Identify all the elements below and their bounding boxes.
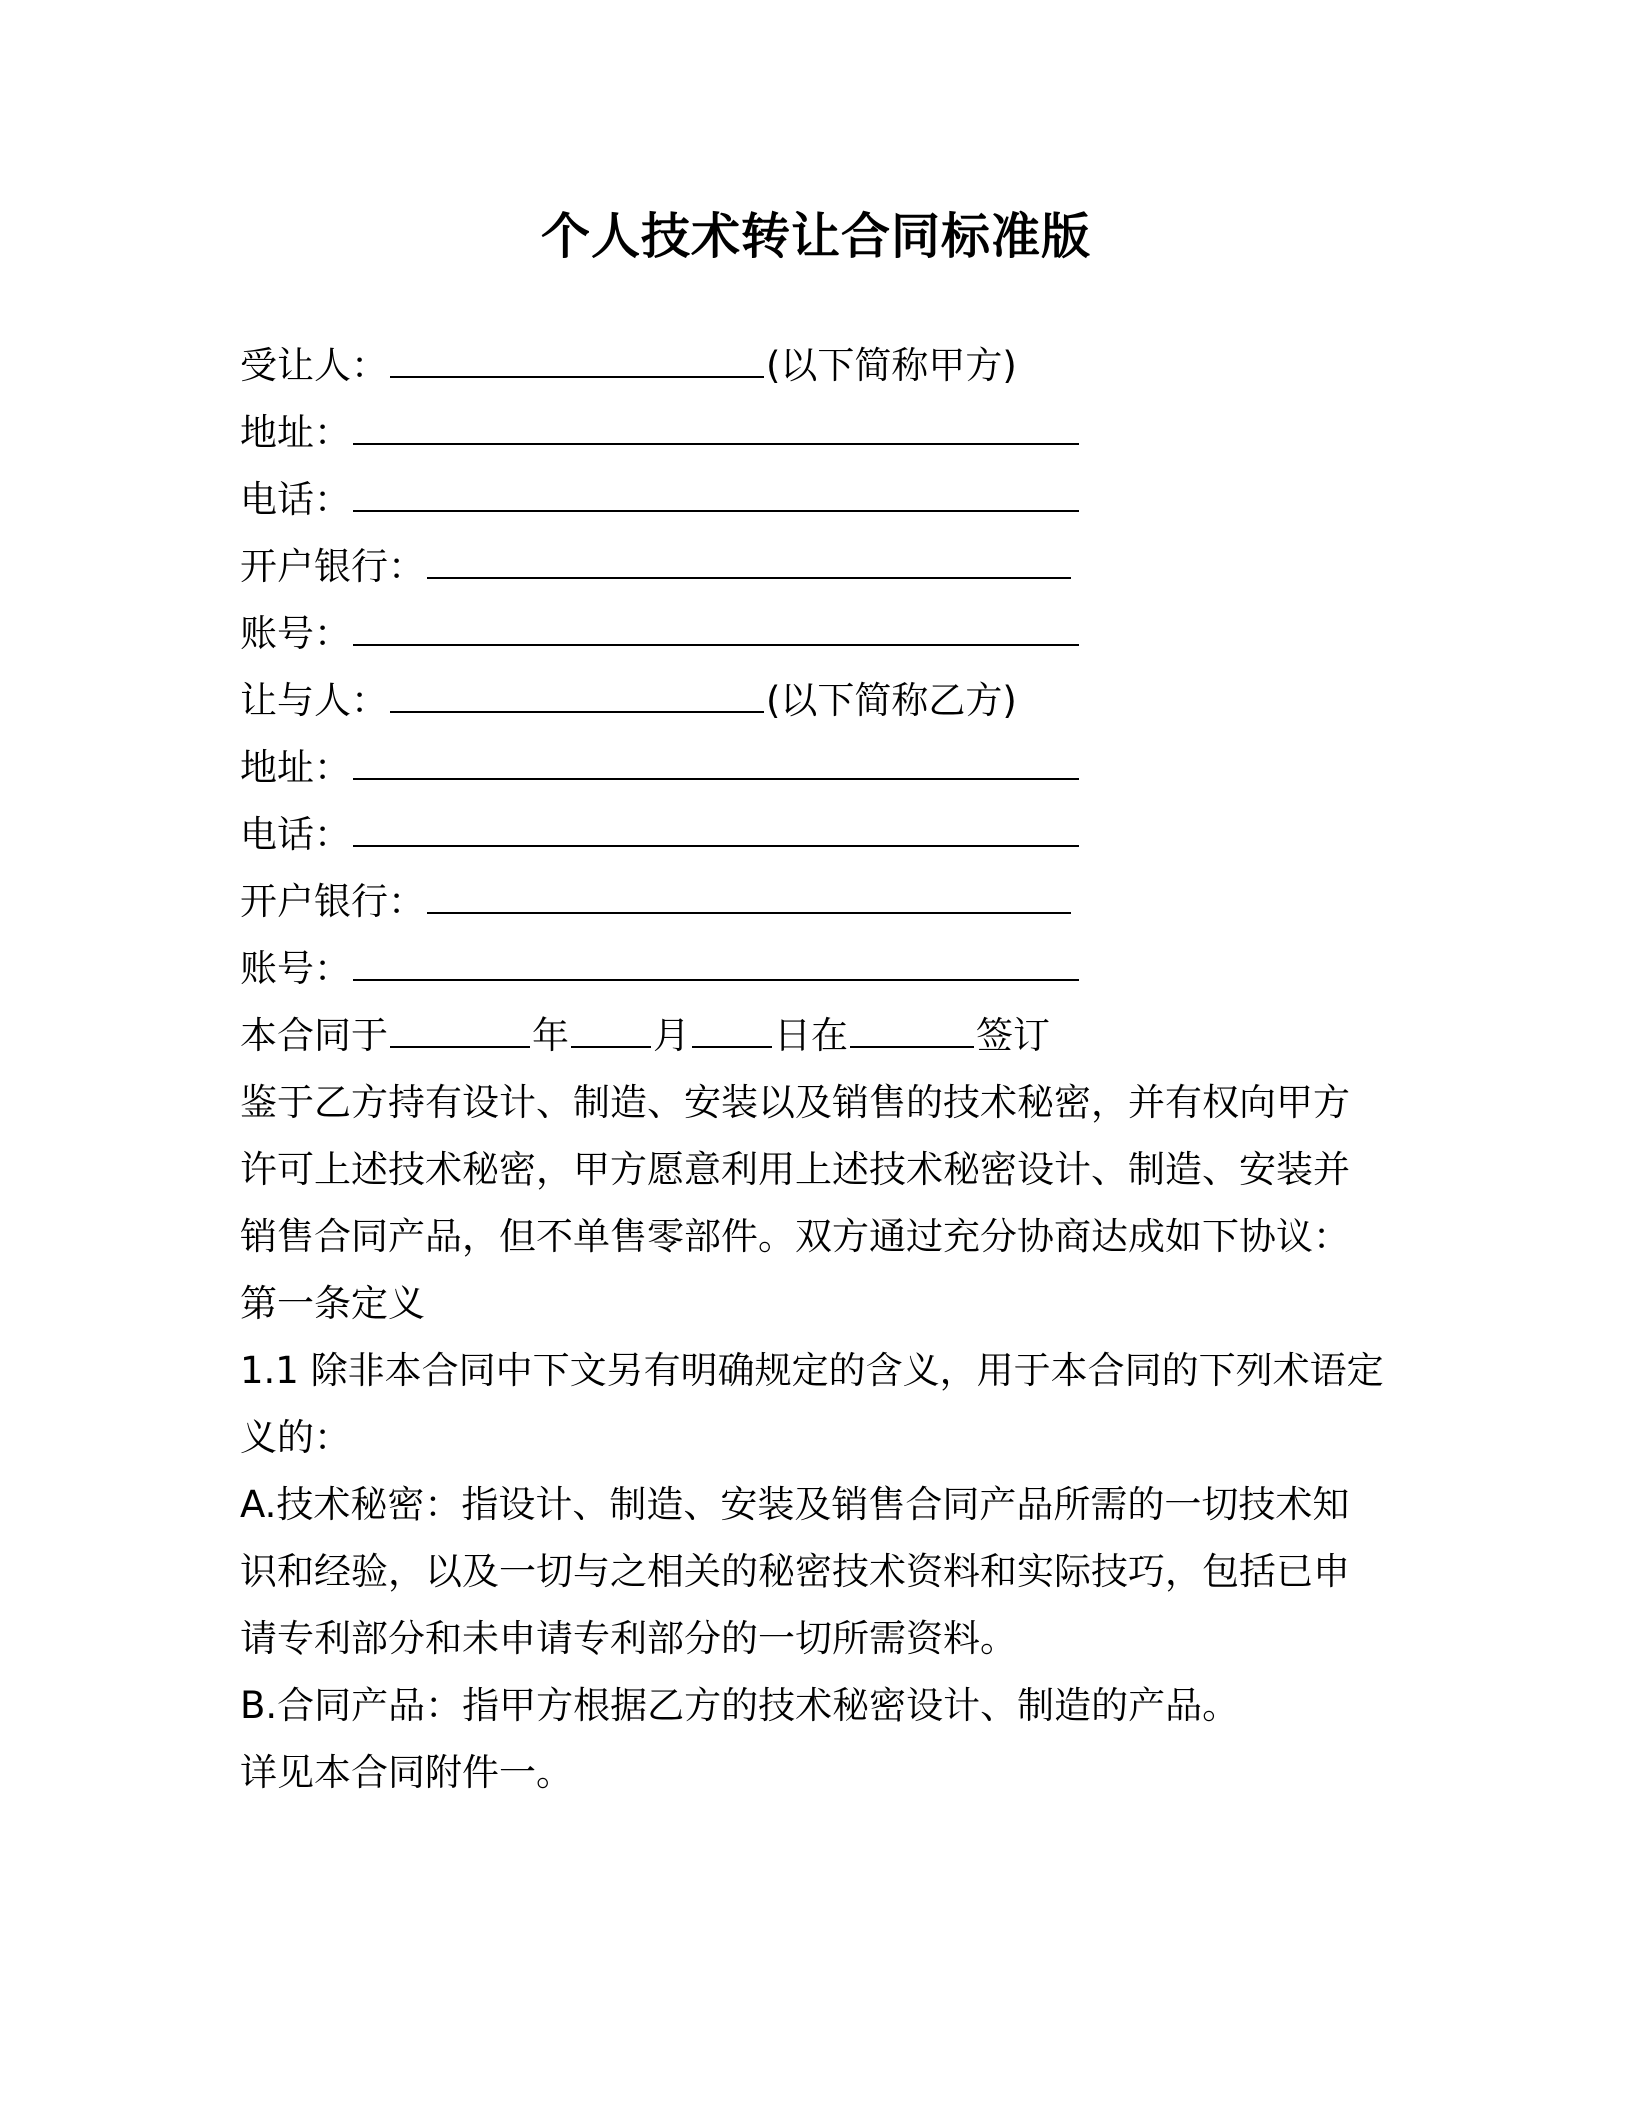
clause-1-1-line-2: 义的： (240, 1416, 351, 1459)
preamble-line-1: 鉴于乙方持有设计、制造、安装以及销售的技术秘密，并有权向甲方 (240, 1081, 1350, 1124)
signing-signed-label: 签订 (976, 1014, 1050, 1057)
signing-place-blank[interactable] (850, 1045, 974, 1048)
party-a-account-row (240, 611, 1081, 657)
document-title: 个人技术转让合同标准版 (540, 208, 1091, 265)
party-b-phone-blank[interactable] (353, 844, 1079, 847)
signing-prefix: 本合同于 (240, 1014, 388, 1057)
preamble-line-2: 许可上述技术秘密，甲方愿意利用上述技术秘密设计、制造、安装并 (240, 1148, 1350, 1191)
party-b-address-label: 地址： (240, 746, 351, 789)
party-a-phone-blank[interactable] (353, 509, 1079, 512)
party-a-address-label: 地址： (240, 411, 351, 454)
party-a-name-blank[interactable] (390, 375, 764, 378)
party-b-name-blank[interactable] (390, 710, 764, 713)
party-b-name-row (240, 678, 1017, 724)
party-a-name-label: 受让人： (240, 344, 388, 387)
definition-a-line-3: 请专利部分和未申请专利部分的一切所需资料。 (240, 1617, 1017, 1660)
party-a-bank-blank[interactable] (427, 576, 1071, 579)
party-b-name-label: 让与人： (240, 679, 388, 722)
clause-1-1-line-1: 1.1 除非本合同中下文另有明确规定的含义，用于本合同的下列术语定 (240, 1349, 1384, 1392)
definition-a-line-2: 识和经验，以及一切与之相关的秘密技术资料和实际技巧，包括已申 (240, 1550, 1350, 1593)
signing-month-label: 月 (653, 1014, 690, 1057)
party-b-account-row (240, 946, 1081, 992)
signing-date-row (240, 1013, 1050, 1059)
party-b-bank-row (240, 879, 1073, 925)
signing-year-label: 年 (532, 1014, 569, 1057)
party-a-phone-row (240, 477, 1081, 523)
preamble-line-3: 销售合同产品，但不单售零部件。双方通过充分协商达成如下协议： (240, 1215, 1350, 1258)
party-b-name-suffix: (以下简称乙方) (766, 679, 1017, 722)
party-b-bank-blank[interactable] (427, 911, 1071, 914)
definition-a-line-1: A.技术秘密：指设计、制造、安装及销售合同产品所需的一切技术知 (240, 1483, 1350, 1526)
party-a-phone-label: 电话： (240, 478, 351, 521)
signing-month-blank[interactable] (571, 1045, 651, 1048)
party-b-account-blank[interactable] (353, 978, 1079, 981)
party-a-bank-label: 开户银行： (240, 545, 425, 588)
party-b-account-label: 账号： (240, 947, 351, 990)
signing-day-blank[interactable] (692, 1045, 772, 1048)
party-a-bank-row (240, 544, 1073, 590)
party-a-name-row (240, 343, 1017, 389)
party-a-account-blank[interactable] (353, 643, 1079, 646)
definition-b-line-2: 详见本合同附件一。 (240, 1751, 573, 1794)
party-a-address-blank[interactable] (353, 442, 1079, 445)
signing-day-label: 日在 (774, 1014, 848, 1057)
article-1-heading: 第一条定义 (240, 1282, 425, 1325)
party-a-address-row (240, 410, 1081, 456)
signing-year-blank[interactable] (390, 1045, 530, 1048)
party-a-account-label: 账号： (240, 612, 351, 655)
party-b-phone-label: 电话： (240, 813, 351, 856)
party-b-address-row (240, 745, 1081, 791)
party-b-bank-label: 开户银行： (240, 880, 425, 923)
party-b-address-blank[interactable] (353, 777, 1079, 780)
party-a-name-suffix: (以下简称甲方) (766, 344, 1017, 387)
party-b-phone-row (240, 812, 1081, 858)
definition-b-line-1: B.合同产品：指甲方根据乙方的技术秘密设计、制造的产品。 (240, 1684, 1240, 1727)
